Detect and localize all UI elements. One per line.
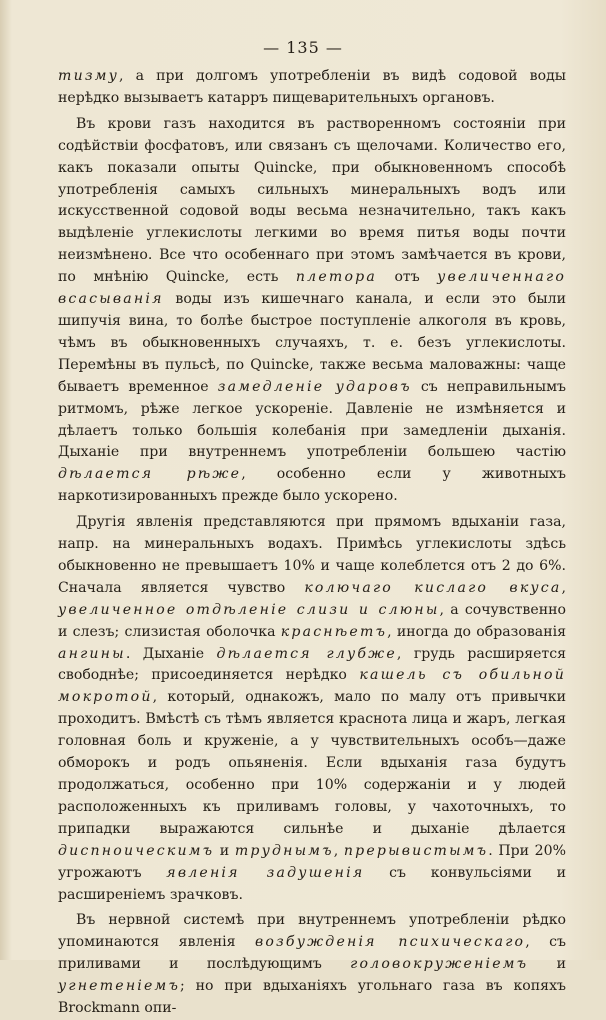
paragraph [58, 114, 566, 508]
emphasized-text: дѣлается глубже [216, 645, 397, 662]
emphasized-text: краснѣетъ [280, 623, 388, 640]
paragraph [58, 66, 566, 110]
emphasized-text: ангины [58, 645, 126, 662]
paragraph-text: , иногда до образованія [387, 623, 566, 640]
paragraph-text: . При 20% угрожаютъ [58, 842, 566, 881]
emphasized-text: труднымъ [234, 842, 334, 859]
paragraph-text: и [214, 842, 235, 859]
emphasized-text: дѣлается рѣже [58, 466, 242, 483]
body-text [58, 66, 566, 1020]
paragraph-text: , грудь расширяется свободнѣе; присоединяется нерѣдко [58, 645, 567, 684]
paragraph-text: , а сочувственно и слезъ; слизистая оболочка [58, 601, 566, 640]
paragraph-text: Въ крови газъ находится въ растворенномъ состояніи при содѣйствіи фосфатовъ, или связанъ съ щелочами. Количество его, какъ показали опыты Quincke, при обыкновенномъ способѣ употребленія самыхъ сильныхъ минеральныхъ водъ или искусственной содовой воды весьма незначительно, такъ какъ выдѣленіе углекислоты легкими во время питья воды почти неизмѣнено. Все что особеннаго при этомъ замѣчается въ крови, по мнѣнію Quincke, есть [58, 115, 566, 286]
emphasized-text: явленія задушенія [166, 864, 365, 881]
paragraph-text: съ конвульсіями и расширеніемъ зрачковъ. [58, 864, 566, 903]
paragraph-text: . Дыханіе [125, 645, 217, 662]
paragraph-text: , а при долгомъ употребленіи въ видѣ содовой воды нерѣдко вызываетъ катарръ пищеварительныхъ органовъ. [58, 68, 566, 106]
emphasized-text: тизму [58, 68, 119, 84]
paragraph-text: , [333, 842, 344, 859]
paragraph-text: воды изъ кишечнаго канала, и если это были шипучія вина, то болѣе быстрое поступленіе алкоголя въ кровь, чѣмъ въ обыкновенныхъ случаяхъ, т. е. безъ углекислоты. Перемѣны въ пульсѣ, по Quincke, также весьма маловажны: чаще бываетъ временное [58, 291, 566, 395]
paragraph-text: , съ приливами и послѣдующимъ [58, 934, 566, 973]
emphasized-text: угнетеніемъ [58, 978, 181, 995]
paragraph-text: , который, однакожъ, мало по малу отъ привычки проходитъ. Вмѣстѣ съ тѣмъ является краснота лица и жаръ, легкая головная боль и круженіе, а у чувствительныхъ особъ—даже обморокъ и родъ опьяненія. Если вдыханія газа будутъ продолжаться, особенно при 10% содержаніи и у людей расположенныхъ къ приливамъ головы, у чахоточныхъ, то припадки выражаются сильнѣе и дыханіе дѣлается [58, 689, 566, 837]
paragraph-text: Въ нервной системѣ при внутреннемъ употребленіи рѣдко упоминаются явленія [58, 912, 566, 951]
emphasized-text: увеличеннаго всасыванія [58, 269, 567, 308]
page-number: — 135 — [263, 38, 343, 57]
paragraph-text: Другія явленія представляются при прямомъ вдыханіи газа, напр. на минеральныхъ водахъ. Примѣсь углекислоты здѣсь обыкновенно не превышаетъ 10% и чаще колеблется отъ 2 до 6%. Сначала является чувство [58, 514, 566, 596]
emphasized-text: возбужденія психическаго [254, 934, 526, 951]
paragraph-text: , особенно если у животныхъ наркотизированныхъ прежде было ускорено. [58, 466, 567, 505]
paragraph [58, 512, 566, 906]
paragraph-text: ; но при вдыханіяхъ угольнаго газа въ копяхъ Brockmann опи- [58, 978, 566, 1017]
paragraph-text: отъ [376, 269, 438, 286]
emphasized-text: головокруженіемъ [350, 956, 529, 973]
emphasized-text: увеличенное отдѣленіе слизи и слюны [58, 601, 440, 618]
emphasized-text: плетора [295, 269, 377, 286]
emphasized-text: прерывистымъ [343, 842, 489, 859]
paragraph-text: съ неправильнымъ ритмомъ, рѣже легкое ускореніе. Давленіе не измѣняется и дѣлаетъ только большія колебанія при замедленіи дыханія. Дыханіе при внутреннемъ употребленіи большею частію [58, 378, 566, 461]
paragraph-text: , [561, 579, 566, 596]
paragraph-text: и [528, 956, 567, 973]
emphasized-text: диспноическимъ [58, 842, 215, 859]
emphasized-text: кашель съ обильной мокротой [58, 667, 566, 706]
emphasized-text: колючаго кислаго вкуса [304, 579, 562, 596]
emphasized-text: замедленіе ударовъ [217, 378, 412, 395]
paragraph [58, 910, 566, 1020]
